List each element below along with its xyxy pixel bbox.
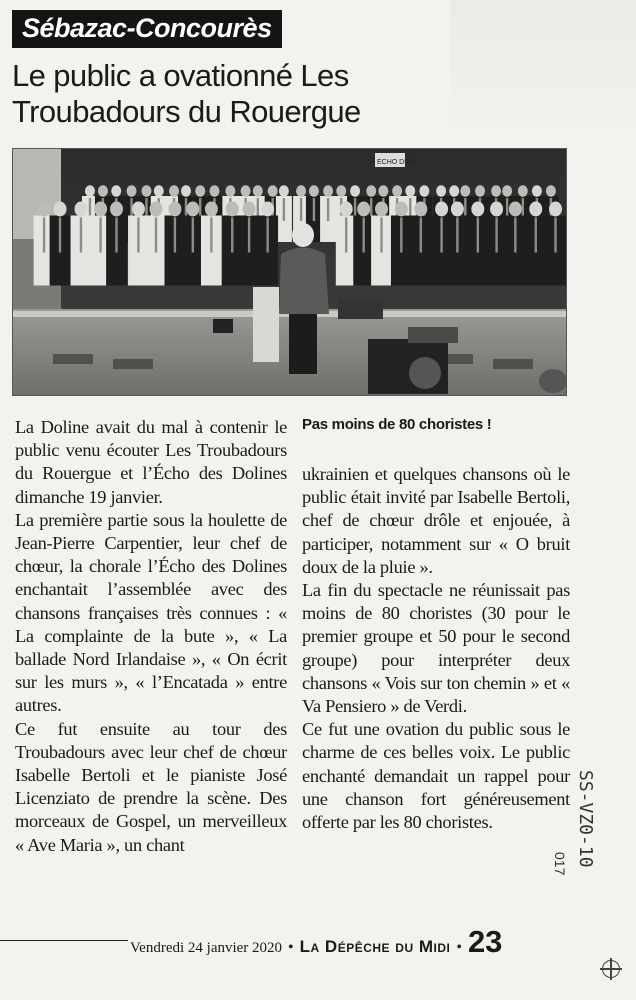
footer-rule bbox=[0, 940, 128, 941]
paragraph: Ce fut ensuite au tour des Troubadours avec leur chef de chœur Isabelle Bertoli et le pianiste José Licenziato de prendre la scène. Des morceaux de Gospel, un merveilleux « Ave Maria », un chant bbox=[15, 718, 287, 855]
article-column-1 bbox=[15, 416, 287, 857]
paragraph: ukrainien et quelques chansons où le public était invité par Isabelle Bertoli, chef de chœur drôle et enjouée, à participer, notamment sur « O bruit doux de la pluie ». bbox=[302, 464, 570, 577]
paragraph: Ce fut une ovation du public sous le charme de ces belles voix. Le public enchanté demandait un rappel pour une chanson fort généreusement offerte par les 80 choristes. bbox=[302, 719, 570, 833]
separator-dot: • bbox=[456, 939, 462, 956]
section-kicker: Sébazac-Concourès bbox=[12, 10, 282, 48]
registration-mark-icon bbox=[602, 960, 620, 978]
footer-date: Vendredi 24 janvier 2020 bbox=[130, 940, 283, 956]
choir-photo bbox=[12, 148, 567, 396]
subheading: Pas moins de 80 choristes ! bbox=[302, 416, 492, 433]
page-number: 23 bbox=[467, 924, 503, 959]
article-column-2 bbox=[302, 463, 570, 834]
paragraph: La première partie sous la houlette de Jean-Pierre Carpentier, leur chef de chœur, la chorale l’Écho des Dolines enchantait l’assemblée avec des chansons françaises très connues : « La complainte de la bute », « La ballade Nord Irlandaise », « On écrit sur les murs », « l’Encatada » entre autres. bbox=[15, 509, 287, 716]
photo-sign: ECHO DES bbox=[377, 159, 414, 166]
archive-stamp: SS-VZ0-10 bbox=[575, 770, 596, 868]
headline: Le public a ovationné Les Troubadours du Rouergue bbox=[12, 58, 361, 129]
separator-dot: • bbox=[288, 939, 294, 956]
page-footer bbox=[130, 924, 502, 960]
paragraph: La fin du spectacle ne réunissait pas moins de 80 choristes (30 pour le premier groupe et 50 pour le second groupe) pour interpréter deux chansons « Vois sur ton chemin » et « Va Pensiero » de Verdi. bbox=[302, 580, 570, 717]
archive-stamp-small: 017 bbox=[552, 852, 568, 876]
bleed-through bbox=[450, 0, 636, 140]
publication-name: La Dépêche du Midi bbox=[299, 937, 451, 956]
paragraph: La Doline avait du mal à contenir le public venu écouter Les Troubadours du Rouergue et l’Écho des Dolines dimanche 19 janvier. bbox=[15, 417, 287, 507]
